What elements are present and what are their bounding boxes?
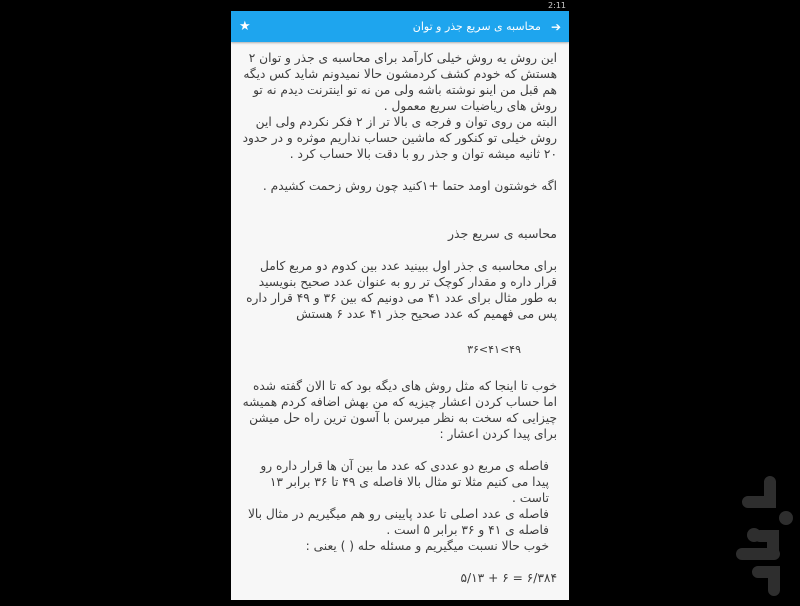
star-icon[interactable]: ★ bbox=[239, 19, 251, 34]
status-time: 2:11 bbox=[548, 1, 566, 10]
page-title: محاسبه ی سریع جذر و توان bbox=[412, 20, 541, 33]
arrow-right-icon[interactable]: ➔ bbox=[550, 19, 561, 34]
ratio-paragraph: خوب حالا نسبت میگیریم و مسئله حله ( ) یعنی : bbox=[305, 539, 549, 553]
distance2-paragraph: فاصله ی عدد اصلی تا عدد پایینی رو هم میگیریم در مثال بالا فاصله ی ۴۱ و ۳۶ برابر ۵ است . bbox=[247, 507, 549, 537]
step1-paragraph: برای محاسبه ی جذر اول ببینید عدد بین کدوم دو مربع کامل قرار داره و مقدار کوچک تر رو به عنوان عدد صحیح بنویسید bbox=[258, 259, 557, 289]
distance1-paragraph: فاصله ی مربع دو عددی که عدد ما بین آن ها قرار داره رو پیدا می کنیم مثلا تو مثال بالا فاصله ی ۴۹ تا ۳۶ برابر ۱۳ تاست . bbox=[260, 459, 549, 505]
section-heading: محاسبه ی سریع جذر bbox=[447, 226, 557, 241]
article-content[interactable] bbox=[231, 42, 569, 600]
request-paragraph: اگه خوشتون اومد حتما +۱کنید چون روش زحمت کشیدم . bbox=[262, 179, 557, 193]
app-bar-title-group bbox=[413, 20, 561, 34]
status-bar bbox=[231, 0, 569, 11]
app-bar bbox=[231, 11, 569, 42]
formula-text: ۴۹>۴۱>۳۶ bbox=[467, 343, 521, 356]
intro-paragraph: این روش یه روش خیلی کارآمد برای محاسبه ی جذر و توان ۲ هستش که خودم کشف کردمشون حالا نمیدونم شاید کس دیگه هم قبل من اینو نوشته باشه ولی من نه تو اینترنت دیدم نه تو روش های ریاضیات سریع معمول . bbox=[243, 51, 557, 113]
bazaar-logo-icon bbox=[718, 472, 800, 602]
cut-off-line: ۶/۳۸۴ = ۶ + ۵/۱۳ bbox=[460, 571, 557, 585]
phone-screen bbox=[231, 0, 569, 600]
example-paragraph: به طور مثال برای عدد ۴۱ می دونیم که بین ۳۶ و ۴۹ قرار داره پس می فهمیم که عدد صحیح جذر ۴۱ عدد ۶ هستش bbox=[246, 291, 557, 321]
note-paragraph: البته من روی توان و فرجه ی بالا تر از ۲ فکر نکردم ولی این روش خیلی تو کنکور که ماشین حساب نداریم موثره و در حدود ۲۰ ثانیه میشه توان و جذر رو با دقت بالا حساب کرد . bbox=[242, 115, 557, 161]
decimals-paragraph: خوب تا اینجا که مثل روش های دیگه بود که تا الان گفته شده اما حساب کردن اعشار چیزیه که من بهش اضافه کردم همیشه چیزایی که سخت به نظر میرسن با آسون ترین راه حل میشن برای پیدا کردن اعشار : bbox=[242, 379, 557, 441]
